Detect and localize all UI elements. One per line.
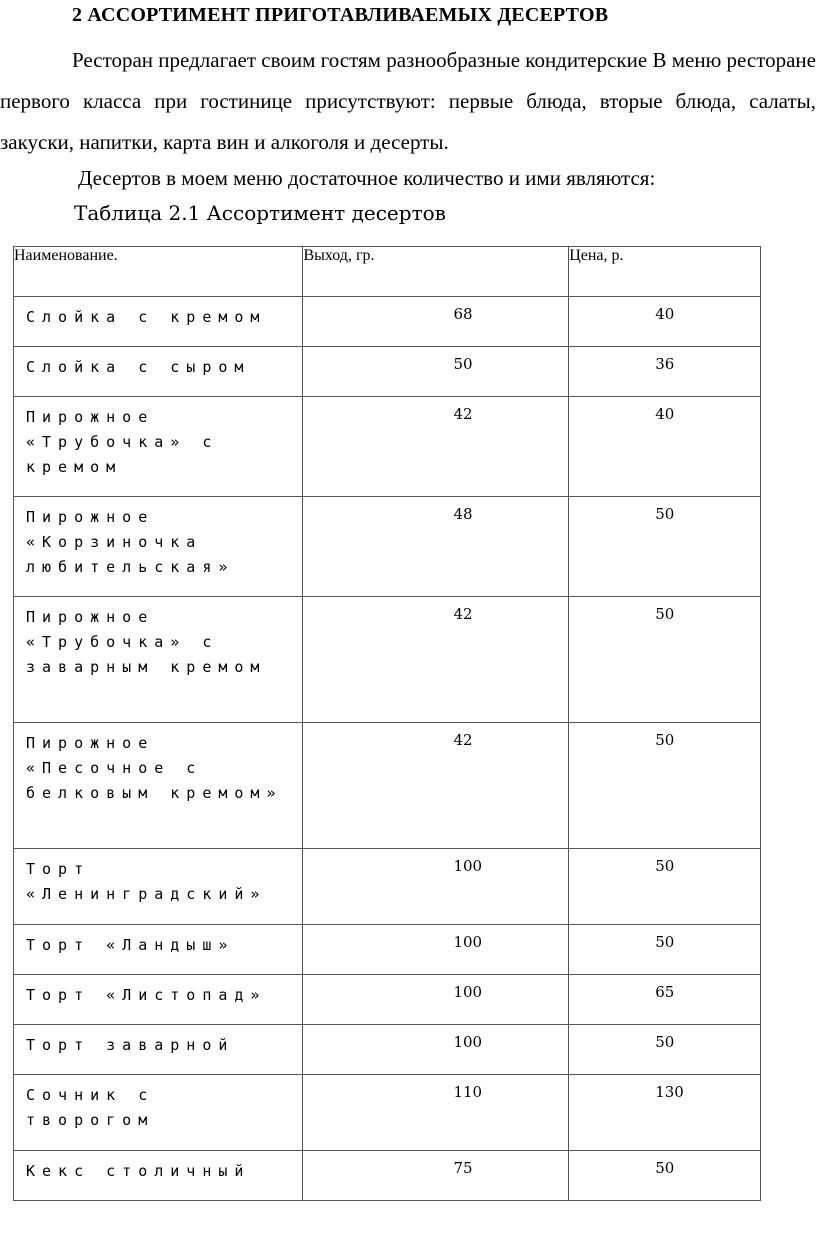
row-price-cell: 65 [569, 975, 761, 1025]
row-yield-cell: 100 [303, 1025, 569, 1075]
desserts-table [13, 246, 761, 1201]
row-price-cell: 36 [569, 347, 761, 397]
row-name-cell: Торт «Ландыш» [14, 925, 303, 975]
row-yield-cell: 42 [303, 597, 569, 723]
table-row [14, 925, 761, 975]
row-price-cell: 50 [569, 723, 761, 849]
row-yield-cell: 110 [303, 1075, 569, 1151]
header-name: Наименование. [14, 247, 303, 297]
desserts-paragraph: Десертов в моем меню достаточное количество и ими являются: [78, 166, 656, 190]
row-yield-cell: 75 [303, 1151, 569, 1201]
section-heading: 2 АССОРТИМЕНТ ПРИГОТАВЛИВАЕМЫХ ДЕСЕРТОВ [72, 4, 609, 26]
table-row [14, 397, 761, 497]
row-price-cell: 40 [569, 397, 761, 497]
row-yield-cell: 100 [303, 849, 569, 925]
table-row [14, 975, 761, 1025]
table-row [14, 1075, 761, 1151]
row-yield-cell: 100 [303, 925, 569, 975]
table-caption: Таблица 2.1 Ассортимент десертов [74, 201, 446, 225]
row-price-cell: 50 [569, 849, 761, 925]
row-price-cell: 130 [569, 1075, 761, 1151]
row-name-cell: Сочник с творогом [14, 1075, 303, 1151]
table-row [14, 497, 761, 597]
row-price-cell: 50 [569, 597, 761, 723]
table-row [14, 1025, 761, 1075]
row-yield-cell: 68 [303, 297, 569, 347]
row-yield-cell: 42 [303, 397, 569, 497]
row-name-cell: Пирожное «Песочное с белковым кремом» [14, 723, 303, 849]
row-name-cell: Торт «Листопад» [14, 975, 303, 1025]
table-row [14, 597, 761, 723]
row-yield-cell: 42 [303, 723, 569, 849]
table-row [14, 723, 761, 849]
table-row [14, 849, 761, 925]
table-row [14, 297, 761, 347]
row-name-cell: Слойка с сыром [14, 347, 303, 397]
row-price-cell: 50 [569, 1025, 761, 1075]
table-row [14, 347, 761, 397]
row-name-cell: Торт «Ленинградский» [14, 849, 303, 925]
table-row [14, 1151, 761, 1201]
row-price-cell: 50 [569, 1151, 761, 1201]
row-price-cell: 40 [569, 297, 761, 347]
row-name-cell: Торт заварной [14, 1025, 303, 1075]
header-price: Цена, р. [569, 247, 761, 297]
row-name-cell: Пирожное «Корзиночка любительская» [14, 497, 303, 597]
row-yield-cell: 100 [303, 975, 569, 1025]
row-name-cell: Пирожное «Трубочка» с кремом [14, 397, 303, 497]
row-price-cell: 50 [569, 497, 761, 597]
row-name-cell: Кекс столичный [14, 1151, 303, 1201]
header-yield: Выход, гр. [303, 247, 569, 297]
row-yield-cell: 48 [303, 497, 569, 597]
row-name-cell: Пирожное «Трубочка» с заварным кремом [14, 597, 303, 723]
table-header-row [14, 247, 761, 297]
row-name-cell: Слойка с кремом [14, 297, 303, 347]
row-yield-cell: 50 [303, 347, 569, 397]
intro-paragraph: Ресторан предлагает своим гостям разнообразные кондитерские В меню ресторане первого класса при гостинице присутствуют: первые блюда, вторые блюда, салаты, закуски, напитки, карта вин и алкоголя и десерты. [0, 48, 816, 154]
row-price-cell: 50 [569, 925, 761, 975]
